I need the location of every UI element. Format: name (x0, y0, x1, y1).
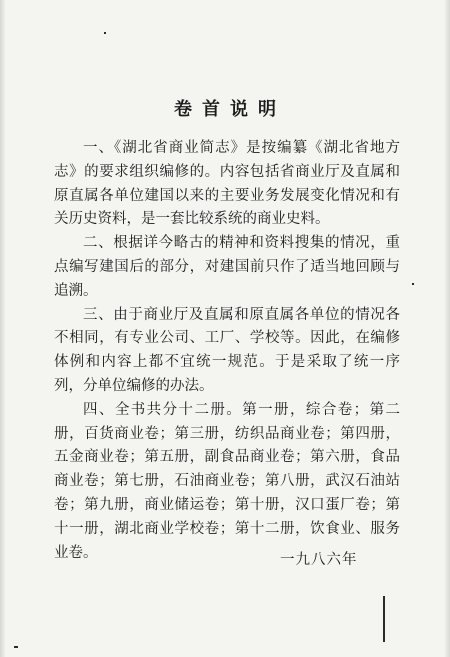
paragraph-3: 三、由于商业厅及直属和原直属各单位的情况各不相同，有专业公司、工厂、学校等。因此，在编修体例和内容上都不宜统一规范。于是采取了统一序列，分单位编修的办法。 (54, 306, 400, 394)
document-body (54, 137, 400, 565)
scan-mark-vertical (383, 596, 385, 642)
paragraph-1: 一、《湖北省商业简志》是按编纂《湖北省地方志》的要求组织编修的。内容包括省商业厅及直属和原直属各单位建国以来的主要业务发展变化情况和有关历史资料，是一套比较系统的商业史料。 (54, 140, 400, 228)
scan-speck-2 (104, 32, 106, 34)
document-date: 一九八六年 (280, 552, 358, 568)
scan-speck-1 (412, 283, 414, 285)
document-title: 卷首说明 (174, 99, 286, 120)
paragraph-2: 二、根据详今略古的精神和资料搜集的情况，重点编写建国后的部分，对建国前只作了适当地回顾与追溯。 (54, 235, 400, 299)
scan-mark-bottom-left (14, 646, 18, 648)
paragraph-4: 四、全书共分十二册。第一册，综合卷；第二册，百货商业卷；第三册，纺织品商业卷；第四册，五金商业卷；第五册，副食品商业卷；第六册，食品商业卷；第七册，石油商业卷；第八册，武汉石油站卷；第九册，商业储运卷；第十册，汉口蛋厂卷；第十一册，湖北商业学校卷；第十二册，饮食业、服务业卷。 (54, 401, 400, 561)
